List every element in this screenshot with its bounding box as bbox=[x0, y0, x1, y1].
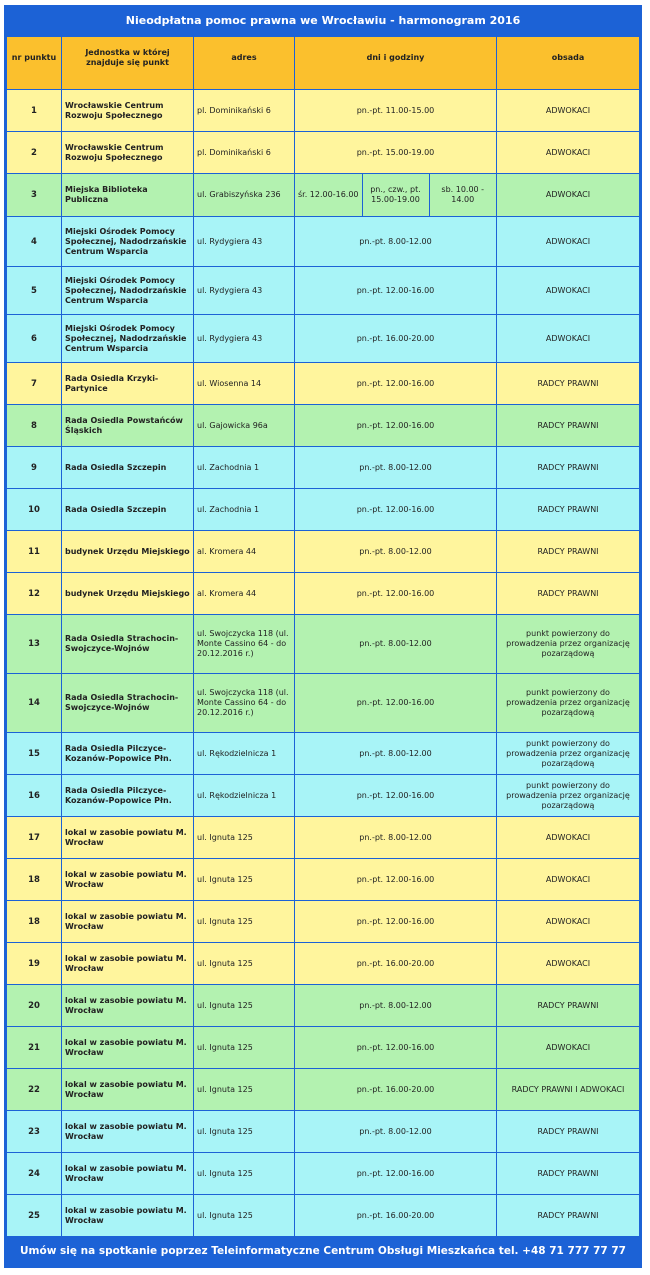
row-address: ul. Swojczycka 118 (ul. Monte Cassino 64 - do 20.12.2016 r.) bbox=[194, 674, 295, 733]
row-hours: pn.-pt. 8.00-12.00 bbox=[295, 447, 497, 489]
row-staff: punkt powierzony do prowadzenia przez organizację pozarządową bbox=[497, 615, 640, 674]
row-staff: RADCY PRAWNI bbox=[497, 447, 640, 489]
column-header-staff: obsada bbox=[497, 37, 640, 90]
row-number: 10 bbox=[7, 489, 62, 531]
table-row bbox=[7, 674, 640, 733]
table-row bbox=[7, 1111, 640, 1153]
row-number: 2 bbox=[7, 132, 62, 174]
row-number: 22 bbox=[7, 1069, 62, 1111]
row-hours: pn.-pt. 12.00-16.00 bbox=[295, 405, 497, 447]
row-address: ul. Ignuta 125 bbox=[194, 1069, 295, 1111]
row-hours: pn.-pt. 16.00-20.00 bbox=[295, 1069, 497, 1111]
row-unit: Miejska Biblioteka Publiczna bbox=[62, 174, 194, 217]
row-staff: RADCY PRAWNI bbox=[497, 1153, 640, 1195]
row-address: pl. Dominikański 6 bbox=[194, 132, 295, 174]
row-unit: lokal w zasobie powiatu M. Wrocław bbox=[62, 817, 194, 859]
row-hours-segment: pn., czw., pt. 15.00-19.00 bbox=[362, 174, 429, 216]
row-number: 18 bbox=[7, 859, 62, 901]
row-address: ul. Rydygiera 43 bbox=[194, 267, 295, 315]
row-hours: pn.-pt. 12.00-16.00 bbox=[295, 1027, 497, 1069]
table-row bbox=[7, 217, 640, 267]
row-staff: ADWOKACI bbox=[497, 174, 640, 217]
table-row bbox=[7, 817, 640, 859]
row-unit: Miejski Ośrodek Pomocy Społecznej, Nadodrzańskie Centrum Wsparcia bbox=[62, 267, 194, 315]
table-row bbox=[7, 859, 640, 901]
row-number: 9 bbox=[7, 447, 62, 489]
row-staff: ADWOKACI bbox=[497, 315, 640, 363]
row-staff: ADWOKACI bbox=[497, 943, 640, 985]
footer-contact: Umów się na spotkanie poprzez Teleinformatyczne Centrum Obsługi Mieszkańca tel. +48 71 777 77 77 bbox=[20, 1245, 626, 1257]
row-address: ul. Zachodnia 1 bbox=[194, 489, 295, 531]
row-hours bbox=[295, 174, 497, 217]
row-number: 3 bbox=[7, 174, 62, 217]
row-unit: lokal w zasobie powiatu M. Wrocław bbox=[62, 1111, 194, 1153]
row-number: 1 bbox=[7, 90, 62, 132]
row-number: 24 bbox=[7, 1153, 62, 1195]
row-hours: pn.-pt. 11.00-15.00 bbox=[295, 90, 497, 132]
row-staff: ADWOKACI bbox=[497, 267, 640, 315]
table-body bbox=[7, 90, 640, 1237]
table-row bbox=[7, 447, 640, 489]
table-row bbox=[7, 573, 640, 615]
column-header-unit: Jednostka w której znajduje się punkt bbox=[62, 37, 194, 90]
row-hours: pn.-pt. 8.00-12.00 bbox=[295, 817, 497, 859]
row-staff: ADWOKACI bbox=[497, 90, 640, 132]
row-unit: lokal w zasobie powiatu M. Wrocław bbox=[62, 901, 194, 943]
table-row bbox=[7, 733, 640, 775]
row-unit: budynek Urzędu Miejskiego bbox=[62, 573, 194, 615]
row-number: 18 bbox=[7, 901, 62, 943]
row-staff: RADCY PRAWNI bbox=[497, 489, 640, 531]
row-unit: budynek Urzędu Miejskiego bbox=[62, 531, 194, 573]
row-hours-segment: sb. 10.00 - 14.00 bbox=[429, 174, 496, 216]
row-number: 4 bbox=[7, 217, 62, 267]
row-number: 6 bbox=[7, 315, 62, 363]
row-number: 23 bbox=[7, 1111, 62, 1153]
row-address: ul. Swojczycka 118 (ul. Monte Cassino 64 - do 20.12.2016 r.) bbox=[194, 615, 295, 674]
row-hours: pn.-pt. 8.00-12.00 bbox=[295, 733, 497, 775]
row-hours: pn.-pt. 8.00-12.00 bbox=[295, 531, 497, 573]
row-unit: Rada Osiedla Powstańców Śląskich bbox=[62, 405, 194, 447]
row-number: 12 bbox=[7, 573, 62, 615]
row-hours-segment: śr. 12.00-16.00 bbox=[295, 174, 362, 216]
row-address: ul. Rydygiera 43 bbox=[194, 217, 295, 267]
table-row bbox=[7, 531, 640, 573]
row-staff: ADWOKACI bbox=[497, 1027, 640, 1069]
row-unit: Miejski Ośrodek Pomocy Społecznej, Nadodrzańskie Centrum Wsparcia bbox=[62, 315, 194, 363]
row-hours: pn.-pt. 12.00-16.00 bbox=[295, 267, 497, 315]
row-unit: Rada Osiedla Strachocin-Swojczyce-Wojnów bbox=[62, 674, 194, 733]
table-row bbox=[7, 363, 640, 405]
row-staff: RADCY PRAWNI bbox=[497, 363, 640, 405]
row-hours: pn.-pt. 16.00-20.00 bbox=[295, 1195, 497, 1237]
row-staff: RADCY PRAWNI bbox=[497, 405, 640, 447]
row-staff: ADWOKACI bbox=[497, 859, 640, 901]
table-header-row bbox=[7, 37, 640, 90]
table-row bbox=[7, 1195, 640, 1237]
row-unit: Rada Osiedla Strachocin-Swojczyce-Wojnów bbox=[62, 615, 194, 674]
row-unit: lokal w zasobie powiatu M. Wrocław bbox=[62, 985, 194, 1027]
column-header-hours: dni i godziny bbox=[295, 37, 497, 90]
row-number: 25 bbox=[7, 1195, 62, 1237]
row-hours: pn.-pt. 8.00-12.00 bbox=[295, 1111, 497, 1153]
row-unit: Rada Osiedla Pilczyce-Kozanów-Popowice Płn. bbox=[62, 733, 194, 775]
row-address: ul. Rydygiera 43 bbox=[194, 315, 295, 363]
row-staff: ADWOKACI bbox=[497, 901, 640, 943]
table-row bbox=[7, 405, 640, 447]
table-row bbox=[7, 489, 640, 531]
row-address: ul. Ignuta 125 bbox=[194, 943, 295, 985]
row-staff: ADWOKACI bbox=[497, 132, 640, 174]
row-staff: RADCY PRAWNI bbox=[497, 573, 640, 615]
table-row bbox=[7, 315, 640, 363]
table-row bbox=[7, 174, 640, 217]
row-address: ul. Zachodnia 1 bbox=[194, 447, 295, 489]
table-row bbox=[7, 267, 640, 315]
table-row bbox=[7, 1027, 640, 1069]
page-title: Nieodpłatna pomoc prawna we Wrocławiu - harmonogram 2016 bbox=[125, 13, 521, 27]
row-address: al. Kromera 44 bbox=[194, 531, 295, 573]
schedule-table bbox=[6, 36, 640, 1237]
row-number: 16 bbox=[7, 775, 62, 817]
row-hours: pn.-pt. 8.00-12.00 bbox=[295, 217, 497, 267]
row-number: 21 bbox=[7, 1027, 62, 1069]
row-hours: pn.-pt. 12.00-16.00 bbox=[295, 859, 497, 901]
row-hours: pn.-pt. 8.00-12.00 bbox=[295, 615, 497, 674]
row-hours: pn.-pt. 16.00-20.00 bbox=[295, 315, 497, 363]
row-address: ul. Ignuta 125 bbox=[194, 1153, 295, 1195]
table-row bbox=[7, 1069, 640, 1111]
row-number: 5 bbox=[7, 267, 62, 315]
row-unit: lokal w zasobie powiatu M. Wrocław bbox=[62, 943, 194, 985]
row-staff: RADCY PRAWNI I ADWOKACI bbox=[497, 1069, 640, 1111]
table-row bbox=[7, 132, 640, 174]
row-unit: Wrocławskie Centrum Rozwoju Społecznego bbox=[62, 90, 194, 132]
row-staff: punkt powierzony do prowadzenia przez organizację pozarządową bbox=[497, 674, 640, 733]
row-hours: pn.-pt. 12.00-16.00 bbox=[295, 573, 497, 615]
table-row bbox=[7, 615, 640, 674]
row-staff: RADCY PRAWNI bbox=[497, 985, 640, 1027]
row-staff: ADWOKACI bbox=[497, 217, 640, 267]
row-hours: pn.-pt. 8.00-12.00 bbox=[295, 985, 497, 1027]
row-number: 11 bbox=[7, 531, 62, 573]
row-unit: Wrocławskie Centrum Rozwoju Społecznego bbox=[62, 132, 194, 174]
row-number: 19 bbox=[7, 943, 62, 985]
row-address: ul. Grabiszyńska 236 bbox=[194, 174, 295, 217]
row-address: ul. Ignuta 125 bbox=[194, 859, 295, 901]
row-hours: pn.-pt. 15.00-19.00 bbox=[295, 132, 497, 174]
row-address: ul. Ignuta 125 bbox=[194, 817, 295, 859]
row-staff: RADCY PRAWNI bbox=[497, 1195, 640, 1237]
row-unit: Rada Osiedla Krzyki-Partynice bbox=[62, 363, 194, 405]
column-header-number: nr punktu bbox=[7, 37, 62, 90]
row-address: ul. Ignuta 125 bbox=[194, 985, 295, 1027]
row-number: 8 bbox=[7, 405, 62, 447]
row-unit: lokal w zasobie powiatu M. Wrocław bbox=[62, 1153, 194, 1195]
row-unit: lokal w zasobie powiatu M. Wrocław bbox=[62, 1195, 194, 1237]
table-row bbox=[7, 985, 640, 1027]
row-address: ul. Rękodzielnicza 1 bbox=[194, 775, 295, 817]
row-hours: pn.-pt. 12.00-16.00 bbox=[295, 674, 497, 733]
row-address: ul. Ignuta 125 bbox=[194, 1195, 295, 1237]
row-address: pl. Dominikański 6 bbox=[194, 90, 295, 132]
schedule-sheet bbox=[4, 5, 642, 1268]
row-staff: RADCY PRAWNI bbox=[497, 531, 640, 573]
row-address: al. Kromera 44 bbox=[194, 573, 295, 615]
row-hours: pn.-pt. 12.00-16.00 bbox=[295, 489, 497, 531]
table-row bbox=[7, 1153, 640, 1195]
row-staff: ADWOKACI bbox=[497, 817, 640, 859]
row-unit: Rada Osiedla Pilczyce-Kozanów-Popowice Płn. bbox=[62, 775, 194, 817]
row-staff: RADCY PRAWNI bbox=[497, 1111, 640, 1153]
row-unit: Rada Osiedla Szczepin bbox=[62, 489, 194, 531]
row-unit: lokal w zasobie powiatu M. Wrocław bbox=[62, 859, 194, 901]
row-hours: pn.-pt. 16.00-20.00 bbox=[295, 943, 497, 985]
row-number: 20 bbox=[7, 985, 62, 1027]
row-address: ul. Wiosenna 14 bbox=[194, 363, 295, 405]
row-number: 17 bbox=[7, 817, 62, 859]
row-number: 15 bbox=[7, 733, 62, 775]
row-address: ul. Rękodzielnicza 1 bbox=[194, 733, 295, 775]
row-hours: pn.-pt. 12.00-16.00 bbox=[295, 901, 497, 943]
row-unit: lokal w zasobie powiatu M. Wrocław bbox=[62, 1069, 194, 1111]
table-row bbox=[7, 90, 640, 132]
row-staff: punkt powierzony do prowadzenia przez organizację pozarządową bbox=[497, 733, 640, 775]
row-unit: Rada Osiedla Szczepin bbox=[62, 447, 194, 489]
column-header-address: adres bbox=[194, 37, 295, 90]
row-address: ul. Ignuta 125 bbox=[194, 901, 295, 943]
row-address: ul. Ignuta 125 bbox=[194, 1027, 295, 1069]
row-number: 7 bbox=[7, 363, 62, 405]
table-row bbox=[7, 775, 640, 817]
row-address: ul. Gajowicka 96a bbox=[194, 405, 295, 447]
row-number: 13 bbox=[7, 615, 62, 674]
row-unit: Miejski Ośrodek Pomocy Społecznej, Nadodrzańskie Centrum Wsparcia bbox=[62, 217, 194, 267]
row-hours: pn.-pt. 12.00-16.00 bbox=[295, 775, 497, 817]
row-hours: pn.-pt. 12.00-16.00 bbox=[295, 363, 497, 405]
row-unit: lokal w zasobie powiatu M. Wrocław bbox=[62, 1027, 194, 1069]
table-row bbox=[7, 943, 640, 985]
row-address: ul. Ignuta 125 bbox=[194, 1111, 295, 1153]
row-number: 14 bbox=[7, 674, 62, 733]
row-staff: punkt powierzony do prowadzenia przez organizację pozarządową bbox=[497, 775, 640, 817]
row-hours: pn.-pt. 12.00-16.00 bbox=[295, 1153, 497, 1195]
table-row bbox=[7, 901, 640, 943]
